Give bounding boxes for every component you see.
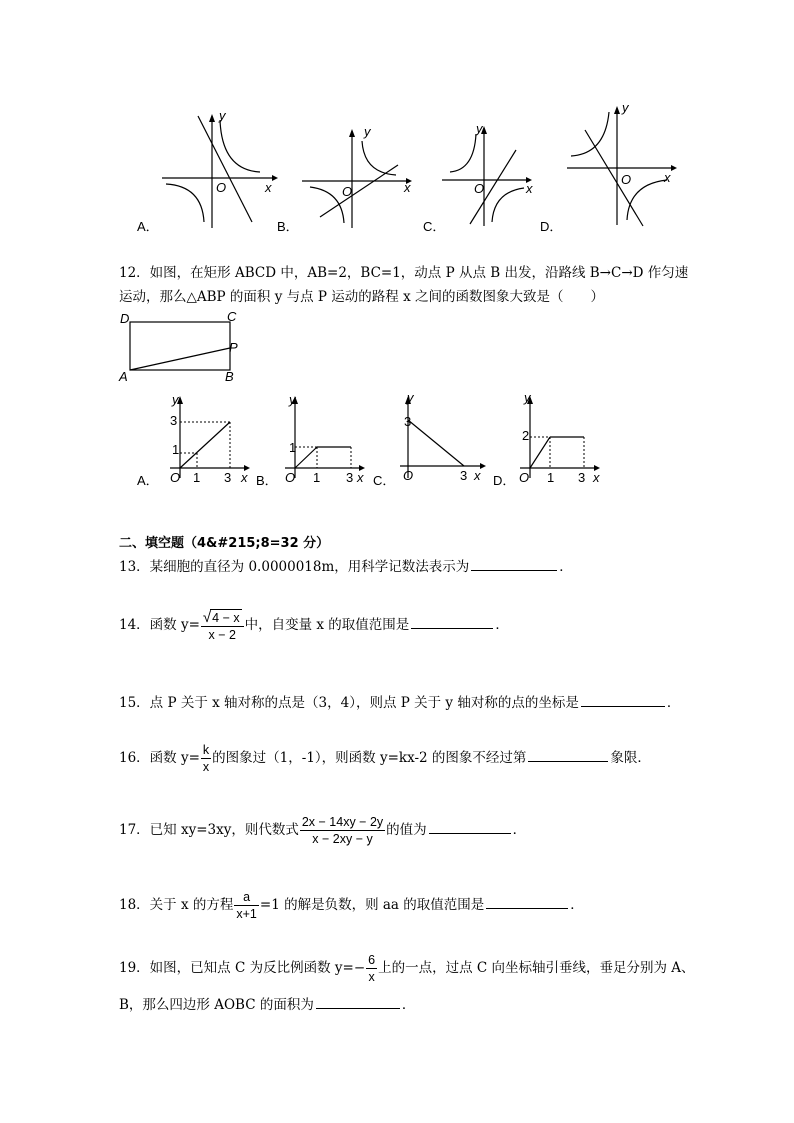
q19-line2-text: B，那么四边形 AOBC 的面积为 xyxy=(119,997,314,1013)
q15-end: ． xyxy=(666,695,681,711)
q11-graph-b xyxy=(300,125,415,230)
q12-c-y: y xyxy=(407,390,414,405)
q12-label-b: B xyxy=(225,369,234,384)
q14 xyxy=(119,605,509,645)
q12-d-o: O xyxy=(519,470,530,485)
q12-a-xtick-1: 1 xyxy=(193,470,201,485)
q11-a-letter: A． xyxy=(137,219,159,234)
q11-c-o: O xyxy=(474,181,485,196)
q18-den: x+1 xyxy=(236,907,257,921)
q12-a-x: x xyxy=(241,470,248,485)
q11-graph-a xyxy=(160,110,280,230)
q11-d-x: x xyxy=(664,170,671,185)
q11-a-o: O xyxy=(216,180,227,195)
q12-label-a: A xyxy=(119,369,128,384)
q18 xyxy=(119,885,584,925)
q12-line1: 12．如图，在矩形 ABCD 中，AB=2，BC=1，动点 P 从点 B 出发，沿路线 B→C→D 作匀速 xyxy=(119,265,689,281)
q12-b-x: x xyxy=(357,470,364,485)
q12-d-xtick-1: 1 xyxy=(547,470,555,485)
q12-b-xtick-1: 1 xyxy=(313,470,321,485)
q12-d-xtick-3: 3 xyxy=(578,470,586,485)
q19-fraction xyxy=(366,952,377,985)
q15 xyxy=(119,692,680,712)
q11-c-letter: C． xyxy=(423,219,446,234)
q17 xyxy=(119,810,526,850)
q12-a-xtick-3: 3 xyxy=(224,470,232,485)
q12-c-xtick-3: 3 xyxy=(460,468,468,483)
q14-pre: 14．函数 y= xyxy=(119,617,200,633)
q17-pre: 17．已知 xy=3xy，则代数式 xyxy=(119,822,299,838)
q13-text: 13．某细胞的直径为 0.0000018m，用科学记数法表示为 xyxy=(119,559,470,575)
q17-fraction xyxy=(300,814,385,847)
q19-blank xyxy=(316,994,400,1009)
q14-post: 中，自变量 x 的取值范围是 xyxy=(244,617,410,633)
q17-post: 的值为 xyxy=(386,822,427,838)
q18-num: a xyxy=(234,889,259,906)
q16-pre: 16．函数 y= xyxy=(119,750,200,766)
q12-graph-d xyxy=(520,390,605,480)
q12-a-tick-3: 3 xyxy=(170,413,178,428)
q12-c-letter: C． xyxy=(373,473,396,488)
q12-a-letter: A． xyxy=(137,473,159,488)
q11-graph-d xyxy=(565,100,680,230)
q12-b-xtick-3: 3 xyxy=(346,470,354,485)
q11-c-y: y xyxy=(476,121,483,136)
q16-end: 象限． xyxy=(610,750,651,766)
q12-a-o: O xyxy=(170,470,181,485)
q13-blank xyxy=(471,556,557,571)
q12-c-x: x xyxy=(474,468,481,483)
q18-blank xyxy=(486,894,568,909)
q11-a-x: x xyxy=(265,180,272,195)
q12-b-o: O xyxy=(285,470,296,485)
q18-pre: 18．关于 x 的方程 xyxy=(119,897,234,913)
q17-den: x − 2xy − y xyxy=(312,832,373,846)
q11-b-x: x xyxy=(404,180,411,195)
q19-post: 上的一点，过点 C 向坐标轴引垂线，垂足分别为 A、 xyxy=(378,960,695,976)
q11-graph-c xyxy=(440,122,535,230)
q12-c-o: O xyxy=(403,468,414,483)
q19 xyxy=(119,948,695,988)
q12-label-d: D xyxy=(120,311,130,326)
q12-d-y: y xyxy=(524,390,531,405)
q16-fraction xyxy=(201,742,211,775)
q14-blank xyxy=(411,614,493,629)
q12-b-letter: B． xyxy=(256,473,278,488)
q12-d-tick-2: 2 xyxy=(522,428,530,443)
q12-b-y: y xyxy=(289,392,296,407)
q19-num: 6 xyxy=(368,953,376,967)
q12-d-letter: D． xyxy=(493,473,516,488)
q12-label-p: P xyxy=(229,340,238,355)
q12-graph-b xyxy=(285,390,365,480)
q19-line2 xyxy=(119,994,415,1014)
q18-fraction xyxy=(234,889,259,922)
q12-a-tick-1: 1 xyxy=(172,442,180,457)
q12-label-c: C xyxy=(227,309,237,324)
q18-end: ． xyxy=(570,897,584,913)
q19-den: x xyxy=(368,970,375,984)
q11-a-y: y xyxy=(219,108,226,123)
q16-post: 的图象过（1，-1），则函数 y=kx-2 的图象不经过第 xyxy=(212,750,527,766)
q12-line2: 运动，那么△ABP 的面积 y 与点 P 运动的路程 x 之间的函数图象大致是（ ） xyxy=(119,289,604,305)
q11-d-letter: D． xyxy=(540,219,563,234)
q15-text: 15．点 P 关于 x 轴对称的点是（3，4），则点 P 关于 y 轴对称的点的坐标是 xyxy=(119,695,579,711)
q15-blank xyxy=(581,692,665,707)
q11-d-y: y xyxy=(622,100,629,115)
q14-den: x − 2 xyxy=(208,627,236,642)
q11-d-o: O xyxy=(621,172,632,187)
q12-c-tick-3: 3 xyxy=(404,414,412,429)
q11-c-x: x xyxy=(526,181,533,196)
q18-post: =1 的解是负数，则 aa 的取值范围是 xyxy=(259,897,485,913)
q14-end: ． xyxy=(495,617,509,633)
q11-b-o: O xyxy=(342,184,353,199)
q19-pre: 19．如图，已知点 C 为反比例函数 y=− xyxy=(119,960,366,976)
q16-num: k xyxy=(202,743,210,757)
q12-b-tick-1: 1 xyxy=(289,440,297,455)
q12-a-y: y xyxy=(172,392,179,407)
section-heading: 二、填空题（4&#215;8=32 分） xyxy=(119,536,330,551)
q11-b-letter: B． xyxy=(277,219,299,234)
q12-graph-a xyxy=(170,390,250,480)
q14-fraction: $\frac{√4 - x}{x - 2}$ xyxy=(201,609,244,643)
q12-rectangle-figure xyxy=(120,312,240,382)
q17-end: ． xyxy=(512,822,527,838)
q16 xyxy=(119,738,651,778)
q17-num: 2x − 14xy − 2y xyxy=(301,815,384,829)
q14-num: 4 − x xyxy=(212,610,240,625)
q13 xyxy=(119,556,573,576)
q11-b-y: y xyxy=(364,124,371,139)
q12-d-x: x xyxy=(593,470,600,485)
q16-den: x xyxy=(202,760,210,774)
q17-blank xyxy=(429,819,511,834)
q13-end: ． xyxy=(559,559,573,575)
q19-end: ． xyxy=(401,997,416,1013)
q16-blank xyxy=(528,747,608,762)
